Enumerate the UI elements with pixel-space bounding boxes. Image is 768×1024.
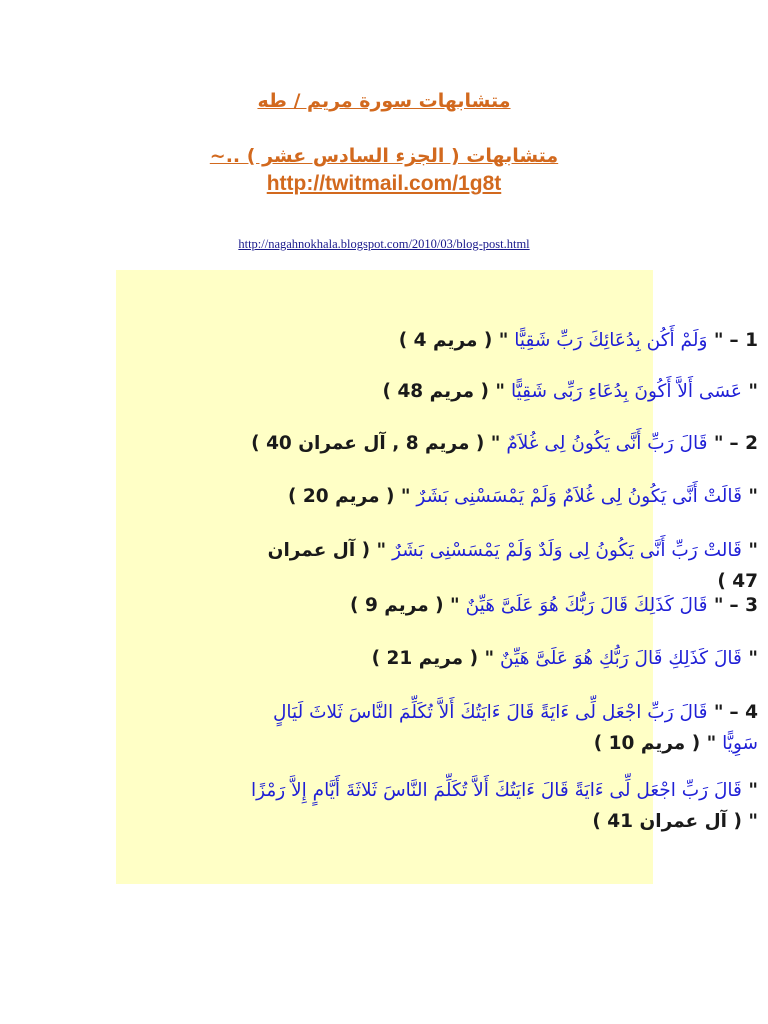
page-subtitle-text: متشابهات ( الجزء السادس عشر ) ..~ [209,145,559,167]
verse-reference: ( مريم 20 ) [288,486,395,507]
verse-line: 2 – " قَالَ رَبِّ أَنَّى يَكُونُ لِى غُلاَمٌ " ( مريم 8 , آل عمران 40 ) [251,433,758,454]
verse-text: قَالَ كَذَلِكَ قَالَ رَبُّكَ هُوَ عَلَىَّ هَيِّنٌ [465,595,708,616]
verse-reference: ( مريم 48 ) [382,381,489,402]
page-title [0,90,768,112]
verse-line: " قَالَ كَذَلِكِ قَالَ رَبُّكِ هُوَ عَلَىَّ هَيِّنٌ " ( مريم 21 ) [371,648,758,669]
verse-reference: ( مريم 4 ) [398,330,493,351]
verse-line: 1 – " وَلَمْ أَكُن بِدُعَائِكَ رَبِّ شَقِيًّا " ( مريم 4 ) [398,330,758,351]
verse-text: عَسَى أَلاَّ أَكُونَ بِدُعَاءِ رَبِّى شَقِيًّا [510,381,742,402]
verse-reference: ( آل عمران 47 ) [267,540,758,592]
verse-line: " عَسَى أَلاَّ أَكُونَ بِدُعَاءِ رَبِّى شَقِيًّا " ( مريم 48 ) [382,381,758,402]
verse-reference: ( آل عمران 41 ) [592,811,742,832]
verse-text: قَالَ كَذَلِكِ قَالَ رَبُّكِ هُوَ عَلَىَّ هَيِّنٌ [500,648,742,669]
verse-text: قَالَ رَبِّ أَنَّى يَكُونُ لِى غُلاَمٌ [506,433,708,454]
verse-line: " قَالَ رَبِّ اجْعَل لِّى ءَايَةً قَالَ ءَايَتُكَ أَلاَّ تُكَلِّمَ النَّاسَ ثَلاثَةَ أَيَّامٍ إِلاَّ رَمْزًا " ( آل عمران 41 ) [251,780,758,832]
verse-line: " قَالَتْ أَنَّى يَكُونُ لِى غُلاَمٌ وَلَمْ يَمْسَسْنِى بَشَرٌ " ( مريم 20 ) [288,486,758,507]
blog-link[interactable]: http://nagahnokhala.blogspot.com/2010/03/blog-post.html [238,237,530,251]
verse-reference: ( مريم 10 ) [593,733,701,754]
verse-line: 3 – " قَالَ كَذَلِكَ قَالَ رَبُّكَ هُوَ عَلَىَّ هَيِّنٌ " ( مريم 9 ) [350,595,758,616]
verse-text: قَالَ رَبِّ اجْعَل لِّى ءَايَةً قَالَ ءَايَتُكَ أَلاَّ تُكَلِّمَ النَّاسَ ثَلاثَةَ أَيَّامٍ إِلاَّ رَمْزًا [251,780,742,801]
twitmail-link[interactable] [0,172,768,196]
verse-text: قَالَ رَبِّ اجْعَل لِّى ءَايَةً قَالَ ءَايَتُكَ أَلاَّ تُكَلِّمَ النَّاسَ ثَلاثَ لَيَالٍ سَوِيًّا [272,702,758,754]
verse-reference: ( مريم 21 ) [371,648,479,669]
verse-text: وَلَمْ أَكُن بِدُعَائِكَ رَبِّ شَقِيًّا [514,330,708,351]
verse-group-number: 2 – [729,433,758,454]
page-subtitle [0,145,768,167]
page-title-text: متشابهات سورة مريم / طه [257,90,511,112]
verse-group-number: 4 – [729,702,758,723]
verse-reference: ( مريم 8 , آل عمران 40 ) [251,433,485,454]
verse-text: قَالَتْ أَنَّى يَكُونُ لِى غُلاَمٌ وَلَمْ يَمْسَسْنِى بَشَرٌ [416,486,742,507]
verse-reference: ( مريم 9 ) [350,595,444,616]
verse-text: قَالتْ رَبِّ أَنَّى يَكُونُ لِى وَلَدٌ وَلَمْ يَمْسَسْنِى بَشَرٌ [392,540,742,561]
twitmail-link-text[interactable]: http://twitmail.com/1g8t [266,172,502,195]
verse-line: 4 – " قَالَ رَبِّ اجْعَل لِّى ءَايَةً قَالَ ءَايَتُكَ أَلاَّ تُكَلِّمَ النَّاسَ ثَلاثَ لَيَالٍ سَوِيًّا " ( مريم 10 ) [272,702,758,754]
verse-group-number: 1 – [729,330,758,351]
verse-line: " قَالتْ رَبِّ أَنَّى يَكُونُ لِى وَلَدٌ وَلَمْ يَمْسَسْنِى بَشَرٌ " ( آل عمران 47 ) [267,540,758,592]
verse-group-number: 3 – [729,595,758,616]
